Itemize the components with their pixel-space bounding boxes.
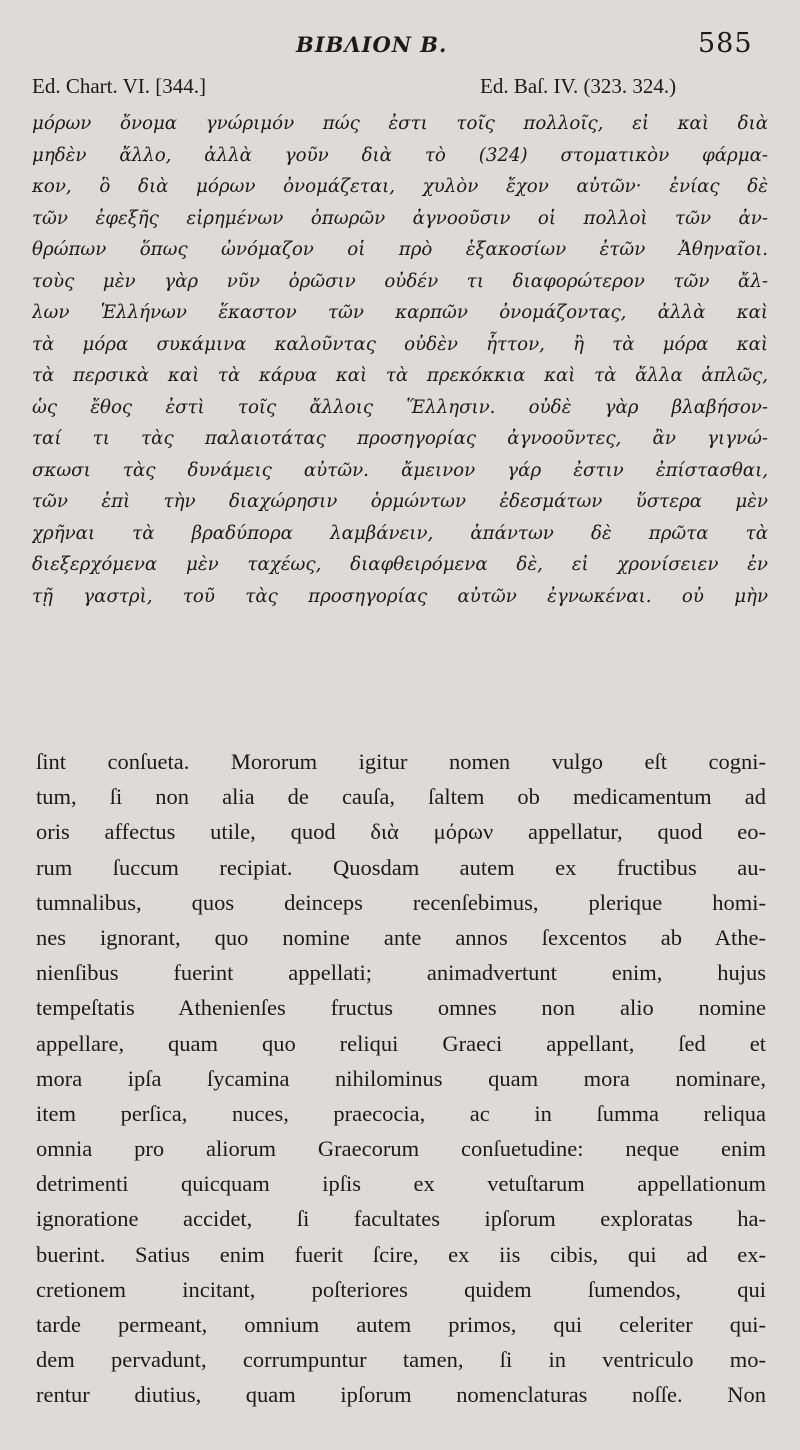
running-head [0,28,800,68]
greek-line: τοὺς μὲν γὰρ νῦν ὁρῶσιν οὐδέν τι διαφορώτερον τῶν ἄλ- [32,270,768,292]
edition-references [0,74,800,104]
latin-line: rentur diutius, quam ipſorum nomenclaturas noſſe. Non [36,1382,766,1408]
latin-line: nienſibus fuerint appellati; animadvertunt enim, hujus [36,960,766,986]
greek-line: διεξερχόμενα μὲν ταχέως, διαφθειρόμενα δὲ, εἰ χρονίσειεν ἐν [32,554,768,575]
latin-line: detrimenti quicquam ipſis ex vetuſtarum appellationum [36,1171,766,1197]
greek-line: μηδὲν ἄλλο, ἀλλὰ γοῦν διὰ τὸ (324) στοματικὸν φάρμα- [32,144,768,166]
latin-line: tarde permeant, omnium autem primos, qui celeriter qui- [36,1312,766,1337]
greek-line: τῶν ἐφεξῆς εἰρημένων ὀπωρῶν ἀγνοοῦσιν οἱ πολλοὶ τῶν ἀν- [32,207,768,229]
greek-line: τὰ μόρα συκάμινα καλοῦντας οὐδὲν ἧττον, ἢ τὰ μόρα καὶ [32,333,768,355]
edition-chartier-ref: Ed. Chart. VI. [344.] [32,74,206,98]
latin-line: item perſica, nuces, praecocia, ac in ſumma reliqua [36,1100,766,1126]
latin-line: buerint. Satius enim fuerit ſcire, ex iis cibis, qui ad ex- [36,1241,766,1267]
greek-line: μόρων ὄνομα γνώριμόν πώς ἐστι τοῖς πολλοῖς, εἰ καὶ διὰ [32,113,768,134]
greek-line: τὰ περσικὰ καὶ τὰ κάρυα καὶ τὰ πρεκόκκια καὶ τὰ ἄλλα ἁπλῶς, [32,365,768,386]
latin-line: nes ignorant, quo nomine ante annos ſexcentos ab Athe- [36,924,766,950]
greek-line: τῇ γαστρὶ, τοῦ τὰς προσηγορίας αὐτῶν ἐγνωκέναι. οὐ μὴν [32,585,768,607]
greek-line: ὡς ἔθος ἐστὶ τοῖς ἄλλοις Ἕλλησιν. οὐδὲ γὰρ βλαβήσον- [32,396,768,418]
latin-line: omnia pro aliorum Graecorum conſuetudine: neque enim [36,1136,766,1162]
greek-line: χρῆναι τὰ βραδύπορα λαμβάνειν, ἁπάντων δὲ πρῶτα τὰ [32,522,768,544]
latin-text-block [36,744,766,1413]
latin-line: mora ipſa ſycamina nihilominus quam mora nominare, [36,1065,766,1091]
edition-basel-ref: Ed. Baſ. IV. (323. 324.) [480,74,677,98]
latin-line: oris affectus utile, quod διὰ μόρων appellatur, quod eo- [36,819,766,845]
latin-line: tum, ſi non alia de cauſa, ſaltem ob medicamentum ad [36,784,766,810]
latin-line: dem pervadunt, corrumpuntur tamen, ſi in ventriculo mo- [36,1347,766,1373]
latin-line: cretionem incitant, poſteriores quidem ſumendos, qui [36,1276,766,1302]
greek-line: θρώπων ὅπως ὠνόμαζον οἱ πρὸ ἑξακοσίων ἐτῶν Ἀθηναῖοι. [32,239,768,260]
greek-line: ταί τι τὰς παλαιοτάτας προσηγορίας ἀγνοοῦντες, ἂν γιγνώ- [32,428,768,449]
latin-line: ſint conſueta. Mororum igitur nomen vulgo eſt cogni- [36,749,766,774]
latin-line: tumnalibus, quos deinceps recenſebimus, plerique homi- [36,889,766,915]
greek-line: λων Ἑλλήνων ἕκαστον τῶν καρπῶν ὀνομάζοντας, ἀλλὰ καὶ [32,302,768,323]
greek-text-block [32,108,768,612]
latin-line: appellare, quam quo reliqui Graeci appellant, ſed et [36,1030,766,1056]
latin-line: rum ſuccum recipiat. Quosdam autem ex fructibus au- [36,854,766,880]
latin-line: ignoratione accidet, ſi facultates ipſorum exploratas ha- [36,1206,766,1232]
greek-line: τῶν ἐπὶ τὴν διαχώρησιν ὁρμώντων ἐδεσμάτων ὕστερα μὲν [32,491,768,512]
greek-line: κον, ὃ διὰ μόρων ὀνομάζεται, χυλὸν ἔχον αὐτῶν· ἐνίας δὲ [32,176,768,197]
page-number: 585 [698,28,753,59]
running-title: ΒΙΒΛΙΟΝ Β. [296,32,448,57]
latin-line: tempeſtatis Athenienſes fructus omnes non alio nomine [36,995,766,1021]
greek-line: σκωσι τὰς δυνάμεις αὐτῶν. ἄμεινον γάρ ἐστιν ἐπίστασθαι, [32,459,768,481]
